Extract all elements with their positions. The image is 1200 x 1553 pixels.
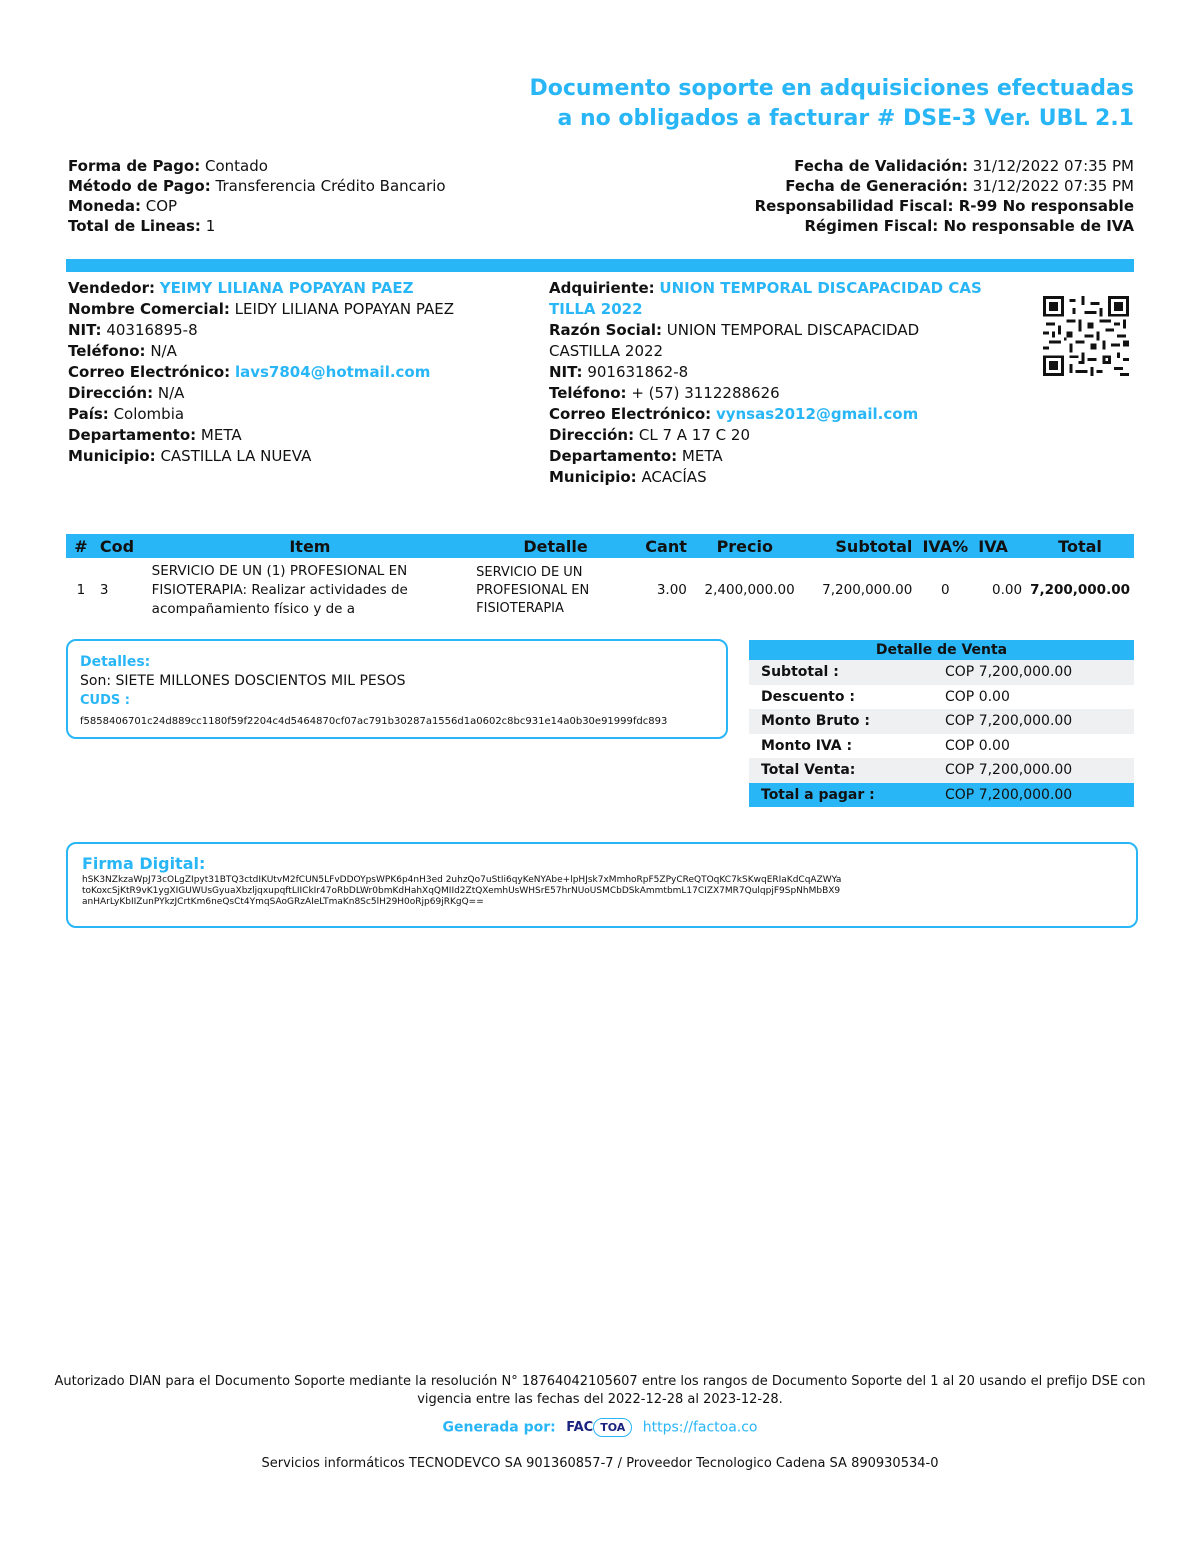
buyer-departamento-label: Departamento: [549, 447, 678, 465]
vendor-correo-label: Correo Electrónico: [68, 363, 231, 381]
buyer-correo-label: Correo Electrónico: [549, 405, 712, 423]
cuds-label: CUDS : [80, 693, 130, 708]
vendor-block [68, 278, 538, 467]
buyer-email-link[interactable]: vynsas2012@gmail.com [715, 405, 919, 423]
vendor-email-link[interactable]: lavs7804@hotmail.com [234, 363, 431, 381]
vendor-nit-label: NIT: [68, 321, 102, 339]
digital-signature-label: Firma Digital: [82, 854, 206, 873]
payment-info [68, 156, 446, 236]
col-header-cant: Cant [639, 534, 691, 558]
item-line1: SERVICIO DE UN (1) PROFESIONAL EN [151, 563, 408, 579]
buyer-name-line2: TILLA 2022 [549, 300, 643, 318]
summary-total-row [749, 783, 1134, 808]
cell-cod: 3 [99, 582, 109, 598]
moneda-value: COP [145, 197, 178, 215]
summary-value: COP 7,200,000.00 [933, 709, 1134, 734]
col-header-detalle: Detalle [472, 534, 639, 558]
vendor-departamento-label: Departamento: [68, 426, 197, 444]
buyer-nit-label: NIT: [549, 363, 583, 381]
digital-signature-value: hSK3NZkzaWpJ73cOLgZIpyt31BTQ3ctdIKUtvM2fCUN5LFvDDOYpsWPK6p4nH3ed 2uhzQo7uStIi6qyKeNYAbe+lpHJsk7xMmhoRpF5ZPyCReQTOqKC7kSKwqERIaKdCqAZWYatoKoxcSjKtR9vK1ygXIGUWUsGyuaXbzljqxupqftLIICkIr47oRbDLWr0bmKdHahXqQMIId2ZtQXemhUsWHSrE57hrNUoUSMCbDSkAmmtbmL17CIZX7MR7QulqpjF9SpNhMbBX9anHArLyKbIIZunPYkzJCrtKm6neQsCt4YmqSAoGRzAIeLTmaKn8Sc5lH29H0oRjp69jRKgQ== [82, 875, 842, 907]
detalle-line2: PROFESIONAL EN [476, 582, 590, 598]
buyer-nit-value: 901631862-8 [587, 363, 689, 381]
buyer-block [549, 278, 1029, 488]
fecha-validacion-label: Fecha de Validación: [794, 157, 968, 175]
vendor-pais-label: País: [68, 405, 109, 423]
amount-in-words: Son: SIETE MILLONES DOSCIENTOS MIL PESOS [80, 673, 406, 689]
summary-label: Total a pagar : [749, 783, 933, 808]
vendor-municipio-label: Municipio: [68, 447, 156, 465]
item-line3: acompañamiento físico y de a [151, 601, 356, 617]
qr-code-icon [1043, 296, 1129, 376]
items-table [66, 534, 1134, 623]
detalles-box [66, 639, 728, 739]
buyer-municipio-label: Municipio: [549, 468, 637, 486]
cell-item [148, 558, 472, 623]
summary-row [749, 660, 1134, 685]
fecha-generacion-label: Fecha de Generación: [785, 177, 968, 195]
generated-by [0, 1418, 1200, 1437]
forma-pago-label: Forma de Pago: [68, 157, 201, 175]
factoa-logo [566, 1418, 632, 1437]
summary-value: COP 7,200,000.00 [933, 783, 1134, 808]
vendor-municipio-value: CASTILLA LA NUEVA [160, 447, 312, 465]
col-header-precio: Precio [691, 534, 799, 558]
buyer-municipio-value: ACACÍAS [641, 468, 707, 486]
col-header-item: Item [148, 534, 472, 558]
metodo-pago-label: Método de Pago: [68, 177, 211, 195]
fecha-validacion-value: 31/12/2022 07:35 PM [972, 157, 1134, 175]
summary-value: COP 7,200,000.00 [933, 660, 1134, 685]
responsabilidad-fiscal: Responsabilidad Fiscal: R-99 No responsable [754, 197, 1134, 215]
title-line2: a no obligados a facturar # DSE-3 Ver. UBL 2.1 [557, 106, 1134, 131]
buyer-direccion-label: Dirección: [549, 426, 635, 444]
moneda-label: Moneda: [68, 197, 141, 215]
cell-detalle [472, 558, 639, 623]
summary-value: COP 0.00 [945, 737, 1010, 754]
sale-summary-table [749, 640, 1134, 807]
items-header-row [66, 534, 1134, 558]
vendor-name: YEIMY LILIANA POPAYAN PAEZ [159, 279, 414, 297]
summary-label: Total Venta: [749, 758, 933, 783]
title-line1: Documento soporte en adquisiciones efectuadas [529, 76, 1134, 101]
summary-label: Descuento : [761, 688, 855, 705]
summary-label: Monto IVA : [761, 737, 853, 754]
vendor-telefono-label: Teléfono: [68, 342, 146, 360]
logo-cloud-icon: TOA [593, 1418, 632, 1437]
factoa-link[interactable]: https://factoa.co [642, 1419, 758, 1436]
summary-row [749, 685, 1134, 710]
buyer-departamento-value: META [681, 447, 723, 465]
total-lineas-label: Total de Lineas: [68, 217, 201, 235]
cell-subtotal: 7,200,000.00 [822, 582, 913, 598]
buyer-telefono-value: + (57) 3112288626 [631, 384, 780, 402]
summary-value: COP 0.00 [945, 688, 1010, 705]
vendor-pais-value: Colombia [113, 405, 185, 423]
cell-precio: 2,400,000.00 [704, 582, 795, 598]
table-row [66, 558, 1134, 623]
service-providers: Servicios informáticos TECNODEVCO SA 901360857-7 / Proveedor Tecnologico Cadena SA 890930534-0 [261, 1456, 939, 1471]
vendor-label: Vendedor: [68, 279, 155, 297]
summary-label: Subtotal : [749, 660, 933, 685]
dian-authorization: Autorizado DIAN para el Documento Soporte mediante la resolución N° 18764042105607 entre los rangos de Documento Soporte del 1 al 20 usando el prefijo DSE con vigencia entre las fechas del 2022-12-28 al 2023-12-28. [54, 1374, 1146, 1407]
col-header-cod: Cod [96, 534, 148, 558]
razon-social-line2: CASTILLA 2022 [549, 342, 664, 360]
cell-iva: 0.00 [992, 582, 1023, 598]
buyer-name-line1: UNION TEMPORAL DISCAPACIDAD CAS [659, 279, 982, 297]
vendor-direccion-value: N/A [157, 384, 185, 402]
cell-num: 1 [76, 582, 86, 598]
summary-label: Monto Bruto : [749, 709, 933, 734]
col-header-iva-pct: IVA% [916, 534, 974, 558]
buyer-direccion-value: CL 7 A 17 C 20 [638, 426, 750, 444]
vendor-departamento-value: META [200, 426, 242, 444]
vendor-nit-value: 40316895-8 [106, 321, 198, 339]
forma-pago-value: Contado [204, 157, 268, 175]
detalle-line1: SERVICIO DE UN [476, 564, 583, 580]
document-title [529, 74, 1134, 134]
vendor-telefono-value: N/A [150, 342, 177, 360]
buyer-telefono-label: Teléfono: [549, 384, 627, 402]
cell-iva-pct: 0 [941, 582, 950, 598]
metodo-pago-value: Transferencia Crédito Bancario [215, 177, 446, 195]
cell-total: 7,200,000.00 [1030, 582, 1130, 598]
vendor-direccion-label: Dirección: [68, 384, 154, 402]
date-info [755, 156, 1134, 236]
total-lineas-value: 1 [205, 217, 216, 235]
buyer-label: Adquiriente: [549, 279, 655, 297]
col-header-subtotal: Subtotal [799, 534, 917, 558]
item-line2: FISIOTERAPIA: Realizar actividades de [151, 582, 408, 598]
fecha-generacion-value: 31/12/2022 07:35 PM [972, 177, 1134, 195]
razon-social-label: Razón Social: [549, 321, 663, 339]
razon-social-line1: UNION TEMPORAL DISCAPACIDAD [666, 321, 920, 339]
logo-fac: FAC [566, 1420, 594, 1435]
nombre-comercial-value: LEIDY LILIANA POPAYAN PAEZ [234, 300, 454, 318]
detalle-line3: FISIOTERAPIA [476, 600, 564, 616]
digital-signature-box [66, 842, 1138, 928]
generated-by-label: Generada por: [442, 1419, 556, 1436]
nombre-comercial-label: Nombre Comercial: [68, 300, 230, 318]
cell-cant: 3.00 [656, 582, 687, 598]
summary-row [749, 758, 1134, 783]
regimen-fiscal: Régimen Fiscal: No responsable de IVA [804, 217, 1134, 235]
cuds-value: f5858406701c24d889cc1180f59f2204c4d5464870cf07ac791b30287a1556d1a0602c8bc931e14a0b30e91999fdc893 [80, 716, 668, 727]
detalles-label: Detalles: [80, 654, 151, 670]
col-header-total: Total [1026, 534, 1134, 558]
summary-row [749, 734, 1134, 759]
sale-summary-header: Detalle de Venta [749, 640, 1134, 660]
summary-row [749, 709, 1134, 734]
col-header-num: # [66, 534, 96, 558]
section-divider [66, 259, 1134, 272]
col-header-iva: IVA [974, 534, 1026, 558]
summary-value: COP 7,200,000.00 [933, 758, 1134, 783]
